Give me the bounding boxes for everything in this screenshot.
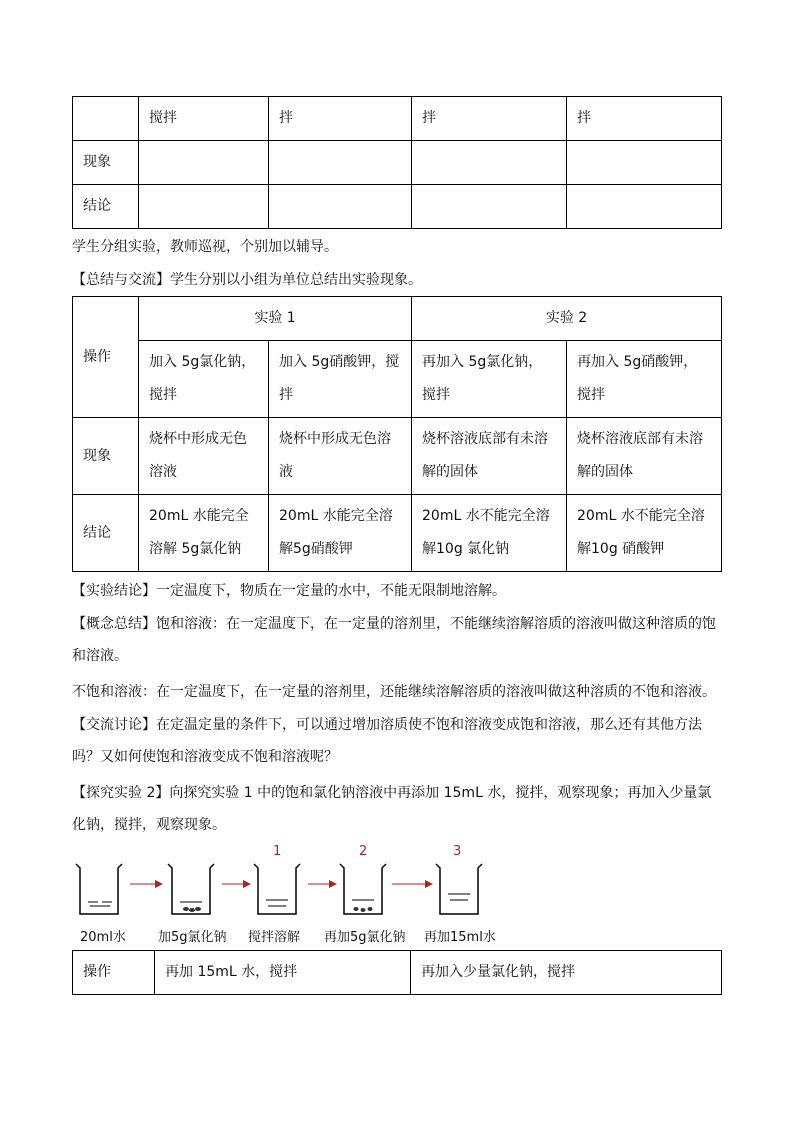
- table-cell: 加入 5g硝酸钾，搅拌: [269, 341, 412, 418]
- table-top: [72, 96, 722, 229]
- table-row: [73, 951, 722, 995]
- paragraph: 【总结与交流】学生分别以小组为单位总结出实验现象。: [72, 272, 422, 288]
- table-row: [73, 185, 722, 229]
- table-cell: 20mL 水不能完全溶解10g 硝酸钾: [567, 495, 722, 572]
- table-cell: [412, 185, 567, 229]
- table-row: [73, 297, 722, 341]
- beaker-1: [76, 864, 122, 914]
- paragraph: 【概念总结】饱和溶液：在一定温度下，在一定量的溶剂里，不能继续溶解溶质的溶液叫做这种溶质的饱和溶液。: [72, 616, 716, 664]
- paragraph: 不饱和溶液：在一定温度下，在一定量的溶剂里，还能继续溶解溶质的溶液叫做这种溶质的不饱和溶液。: [72, 684, 716, 700]
- beaker-label: 再加15ml水: [424, 930, 496, 945]
- table-cell: [73, 97, 139, 141]
- step-number: 2: [359, 844, 368, 859]
- table-cell: 再加入 5g硝酸钾，搅拌: [567, 341, 722, 418]
- table-cell: 20mL 水能完全溶解 5g氯化钠: [139, 495, 269, 572]
- step-number: 1: [273, 844, 282, 859]
- row-label: 结论: [73, 185, 139, 229]
- beaker-label: 20ml水: [80, 930, 126, 945]
- table-cell: 20mL 水不能完全溶解10g 氯化钠: [412, 495, 567, 572]
- table-row: [73, 97, 722, 141]
- beaker-3: [254, 864, 300, 914]
- beaker-5: [436, 864, 482, 914]
- table-cell: [269, 185, 412, 229]
- table-cell: 烧杯中形成无色溶液: [139, 418, 269, 495]
- table-cell: 再加入少量氯化钠，搅拌: [411, 951, 722, 995]
- row-label: 结论: [73, 495, 139, 572]
- table-cell: 搅拌: [139, 97, 269, 141]
- header-cell: 实验 1: [139, 297, 412, 341]
- row-label: 现象: [73, 418, 139, 495]
- table-cell: [567, 141, 722, 185]
- table-cell: [412, 141, 567, 185]
- table-experiment-1: [72, 296, 722, 572]
- table-row: [73, 418, 722, 495]
- beaker-label: 再加5g氯化钠: [324, 930, 406, 945]
- beaker-4: [340, 864, 386, 914]
- step-number: 3: [453, 844, 462, 859]
- table-cell: [269, 141, 412, 185]
- table-cell: 加入 5g氯化钠，搅拌: [139, 341, 269, 418]
- table-row: [73, 495, 722, 572]
- table-cell: 烧杯中形成无色溶液: [269, 418, 412, 495]
- table-cell: 拌: [269, 97, 412, 141]
- table-experiment-2: [72, 950, 722, 995]
- table-cell: 烧杯溶液底部有未溶解的固体: [567, 418, 722, 495]
- paragraph: 【探究实验 2】向探究实验 1 中的饱和氯化钠溶液中再添加 15mL 水，搅拌，观察现象；再加入少量氯化钠，搅拌，观察现象。: [72, 785, 712, 833]
- row-label: 操作: [73, 297, 139, 418]
- beaker-label: 搅拌溶解: [248, 930, 301, 945]
- beaker-diagram: [72, 842, 632, 922]
- table-row: [73, 341, 722, 418]
- beaker-label: 加5g氯化钠: [158, 930, 227, 945]
- table-cell: [139, 185, 269, 229]
- table-cell: [139, 141, 269, 185]
- header-cell: 实验 2: [412, 297, 722, 341]
- table-cell: 20mL 水能完全溶解5g硝酸钾: [269, 495, 412, 572]
- paragraph: 【交流讨论】在定温定量的条件下，可以通过增加溶质使不饱和溶液变成饱和溶液，那么还有其他方法吗？又如何使饱和溶液变成不饱和溶液呢？: [72, 717, 702, 765]
- table-row: [73, 141, 722, 185]
- table-cell: 再加入 5g氯化钠，搅拌: [412, 341, 567, 418]
- beaker-2: [168, 864, 214, 914]
- table-cell: 拌: [567, 97, 722, 141]
- table-cell: 拌: [412, 97, 567, 141]
- table-cell: 再加 15mL 水，搅拌: [155, 951, 411, 995]
- paragraph: 学生分组实验，教师巡视，个别加以辅导。: [72, 239, 338, 255]
- table-cell: [567, 185, 722, 229]
- table-cell: 烧杯溶液底部有未溶解的固体: [412, 418, 567, 495]
- paragraph: 【实验结论】一定温度下，物质在一定量的水中，不能无限制地溶解。: [72, 583, 506, 599]
- row-label: 操作: [73, 951, 155, 995]
- row-label: 现象: [73, 141, 139, 185]
- beaker-figure: [72, 842, 632, 948]
